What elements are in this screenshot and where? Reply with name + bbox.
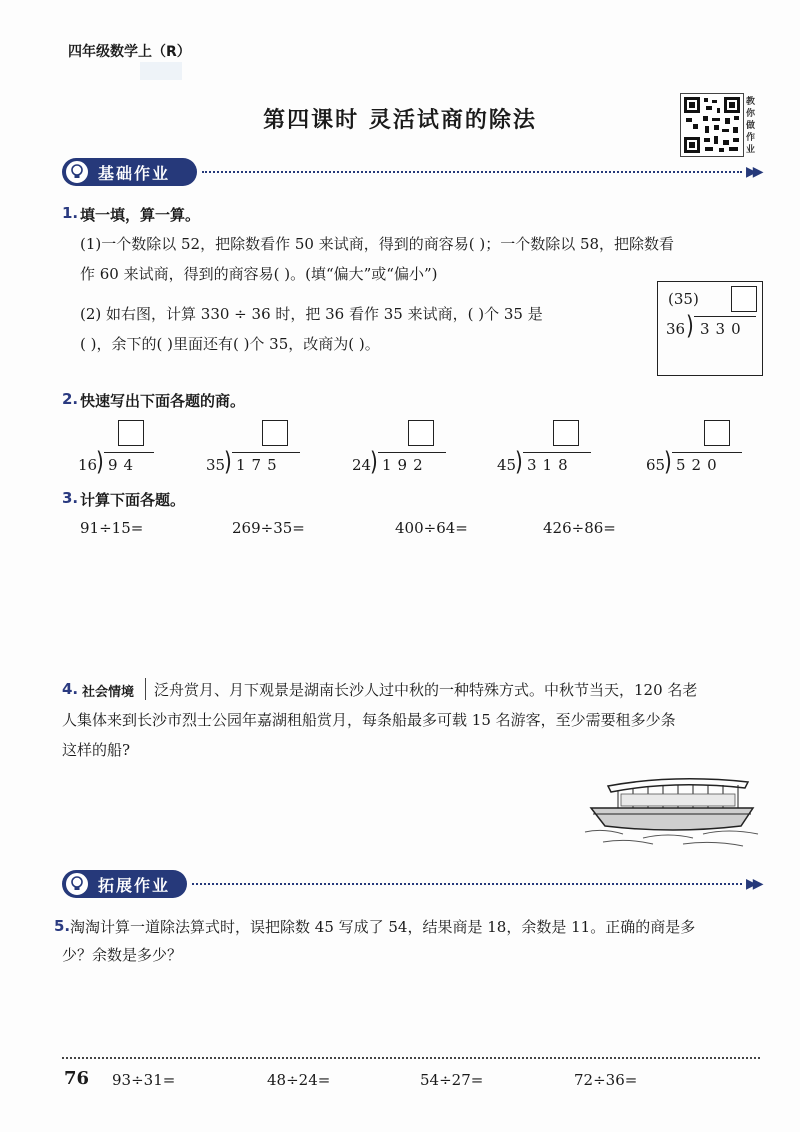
section-banner-basic bbox=[62, 158, 762, 186]
q4-line3: 这样的船? bbox=[62, 741, 131, 759]
footer-calc-item: 48÷24= bbox=[267, 1071, 331, 1089]
qr-code-icon[interactable] bbox=[680, 93, 744, 157]
tag-divider bbox=[145, 678, 149, 700]
qr-caption: 教你做作业 bbox=[746, 97, 756, 155]
divisor: 24 bbox=[352, 456, 372, 474]
section-title-basic: 基础作业 bbox=[98, 164, 171, 183]
long-division-figure bbox=[657, 281, 763, 376]
dividend: 94 bbox=[108, 456, 140, 474]
dividend: 318 bbox=[527, 456, 574, 474]
question-2-title: 快速写出下面各题的商。 bbox=[80, 392, 246, 410]
division-bracket: ) bbox=[224, 445, 232, 477]
division-bracket: ) bbox=[96, 445, 104, 477]
question-number-1: 1. bbox=[62, 204, 79, 222]
question-number-4: 4. bbox=[62, 680, 79, 698]
division-bracket: ) bbox=[515, 445, 523, 477]
q4-line2: 人集体来到长沙市烈士公园年嘉湖租船赏月，每条船最多可载 15 名游客，至少需要租多少条 bbox=[62, 711, 676, 729]
q4-line1: 泛舟赏月、月下观景是湖南长沙人过中秋的一种特殊方式。中秋节当天，120 名老 bbox=[154, 681, 698, 699]
quick-division-item bbox=[206, 420, 302, 480]
q1-part2-line1: (2) 如右图，计算 330 ÷ 36 时，把 36 看作 35 来试商，( )个 35 是 bbox=[80, 305, 543, 323]
division-bracket: ) bbox=[370, 445, 378, 477]
divisor: 36 bbox=[666, 320, 686, 338]
double-arrow-icon: ▶▶ bbox=[746, 164, 760, 180]
page-number: 76 bbox=[64, 1068, 90, 1089]
question-3-title: 计算下面各题。 bbox=[80, 491, 186, 509]
context-tag: 社会情境 bbox=[82, 685, 135, 700]
footer-calc-item: 93÷31= bbox=[112, 1071, 176, 1089]
q5-line2: 少？余数是多少？ bbox=[62, 946, 183, 964]
quotient-box[interactable] bbox=[731, 286, 757, 312]
division-bar bbox=[523, 452, 591, 453]
q5-line1: 淘淘计算一道除法算式时，误把除数 45 写成了 54，结果商是 18，余数是 11。正确的商是多 bbox=[70, 918, 696, 936]
quotient-box[interactable] bbox=[408, 420, 434, 446]
question-number-3: 3. bbox=[62, 489, 79, 507]
lesson-title: 第四课时 灵活试商的除法 bbox=[263, 108, 537, 133]
double-arrow-icon: ▶▶ bbox=[746, 876, 760, 892]
page-smudge bbox=[140, 62, 182, 80]
footer-divider bbox=[62, 1057, 760, 1059]
quotient-box[interactable] bbox=[118, 420, 144, 446]
division-bar bbox=[672, 452, 742, 453]
calc-item: 91÷15= bbox=[80, 519, 144, 537]
quotient-box[interactable] bbox=[262, 420, 288, 446]
quotient-box[interactable] bbox=[704, 420, 730, 446]
quotient-box[interactable] bbox=[553, 420, 579, 446]
banner-divider bbox=[192, 883, 742, 885]
quick-division-item bbox=[78, 420, 158, 480]
q1-part1-line2: 作 60 来试商，得到的商容易( )。(填“偏大”或“偏小”) bbox=[80, 265, 438, 283]
section-title-extended: 拓展作业 bbox=[98, 876, 171, 895]
q1-part2-line2: ( )，余下的( )里面还有( )个 35，改商为( )。 bbox=[80, 335, 380, 353]
dividend: 520 bbox=[676, 456, 723, 474]
quick-division-item bbox=[497, 420, 593, 480]
dividend: 192 bbox=[382, 456, 429, 474]
question-1-title: 填一填，算一算。 bbox=[80, 206, 201, 224]
banner-divider bbox=[202, 171, 742, 173]
question-number-2: 2. bbox=[62, 390, 79, 408]
division-bar bbox=[232, 452, 300, 453]
question-number-5: 5. bbox=[54, 917, 71, 935]
division-bar bbox=[694, 316, 756, 317]
quick-division-item bbox=[646, 420, 744, 480]
division-bracket: ) bbox=[686, 309, 694, 341]
divisor: 65 bbox=[646, 456, 666, 474]
trial-quotient-hint: (35) bbox=[668, 290, 699, 308]
divisor: 35 bbox=[206, 456, 226, 474]
lightbulb-icon bbox=[64, 871, 90, 897]
divisor: 16 bbox=[78, 456, 98, 474]
book-title: 四年级数学上（R） bbox=[68, 44, 191, 60]
divisor: 45 bbox=[497, 456, 517, 474]
boat-illustration-icon bbox=[583, 768, 763, 850]
division-bar bbox=[378, 452, 446, 453]
dividend: 175 bbox=[236, 456, 283, 474]
q1-part1-line1: (1)一个数除以 52，把除数看作 50 来试商，得到的商容易( )；一个数除以 58，把除数看 bbox=[80, 235, 675, 253]
calc-item: 269÷35= bbox=[232, 519, 305, 537]
division-bar bbox=[104, 452, 154, 453]
section-banner-extended bbox=[62, 870, 762, 898]
division-bracket: ) bbox=[664, 445, 672, 477]
quick-division-item bbox=[352, 420, 448, 480]
calc-item: 426÷86= bbox=[543, 519, 616, 537]
lightbulb-icon bbox=[64, 159, 90, 185]
dividend: 330 bbox=[700, 320, 747, 338]
footer-calc-item: 72÷36= bbox=[574, 1071, 638, 1089]
footer-calc-item: 54÷27= bbox=[420, 1071, 484, 1089]
calc-item: 400÷64= bbox=[395, 519, 468, 537]
